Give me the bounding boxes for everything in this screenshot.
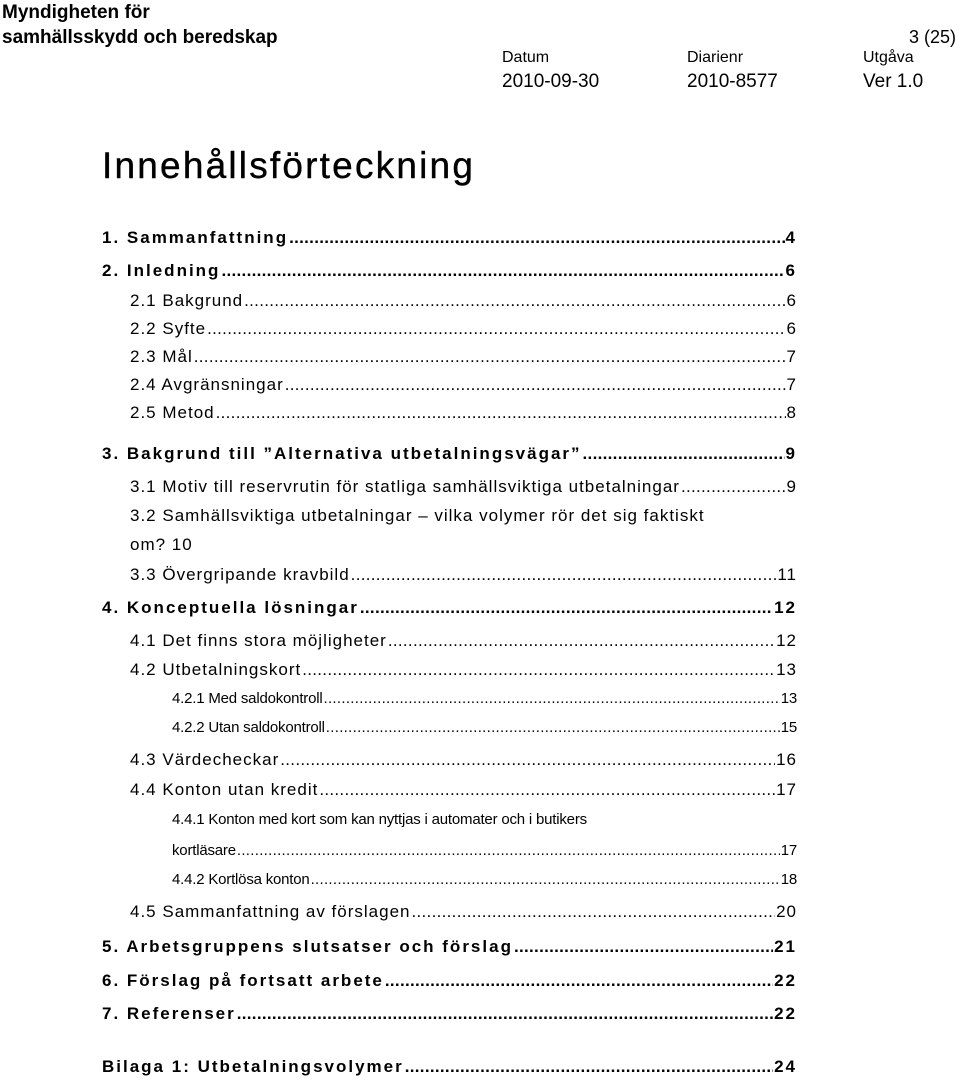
toc-entry-4-4-1[interactable]: 4.4.1 Konton med kort som kan nyttjas i automater och i butikers <box>172 811 587 828</box>
toc-label: 4.3 Värdecheckar <box>130 750 280 769</box>
org-line-1: Myndigheten för <box>2 2 150 23</box>
utgava-field <box>863 49 923 93</box>
utgava-value: Ver 1.0 <box>863 71 924 92</box>
toc-page: 12 <box>774 598 797 617</box>
datum-field <box>502 49 599 93</box>
toc-page: 22 <box>774 1004 797 1023</box>
toc-page: 7 <box>786 375 797 394</box>
toc-label: 6. Förslag på fortsatt arbete <box>102 971 384 990</box>
toc-page: 9 <box>785 444 797 463</box>
toc-label: Bilaga 1: Utbetalningsvolymer <box>102 1057 404 1076</box>
toc-entry-4-1[interactable] <box>130 631 797 651</box>
toc-label: 4.5 Sammanfattning av förslagen <box>130 902 411 921</box>
toc-label: 2. Inledning <box>102 261 221 280</box>
toc-entry-4-4[interactable] <box>130 780 797 800</box>
toc-entry-4-2[interactable] <box>130 660 797 680</box>
toc-page: 7 <box>786 347 797 366</box>
page-number: 3 (25) <box>908 27 956 47</box>
datum-label: Datum <box>502 49 550 66</box>
toc-label: 5. Arbetsgruppens slutsatser och förslag <box>102 937 513 956</box>
toc-label: 2.1 Bakgrund <box>130 291 244 310</box>
toc-page: 24 <box>774 1057 797 1076</box>
toc-page: 6 <box>785 261 797 280</box>
diarienr-value: 2010-8577 <box>687 71 778 92</box>
toc-entry-3[interactable] <box>102 444 797 464</box>
toc-entry-bilaga-1[interactable] <box>102 1057 797 1077</box>
toc-entry-3-1[interactable] <box>130 477 797 497</box>
organization-name <box>2 0 278 50</box>
toc-page: 13 <box>780 690 797 707</box>
toc-label: 3.3 Övergripande kravbild <box>130 565 350 584</box>
toc-entry-2-3[interactable] <box>130 347 797 367</box>
toc-entry-4-2-1[interactable] <box>172 690 797 707</box>
toc-entry-2-1[interactable] <box>130 291 797 311</box>
toc-page: 16 <box>776 750 797 769</box>
toc-page: 4 <box>785 228 797 247</box>
toc-label: 4.2.2 Utan saldokontroll <box>172 719 325 736</box>
toc-page: 22 <box>774 971 797 990</box>
toc-label: 4.1 Det finns stora möjligheter <box>130 631 387 650</box>
toc-page: 9 <box>786 477 797 496</box>
toc-entry-4-4-1-continued[interactable] <box>172 842 797 859</box>
toc-page: 17 <box>780 842 797 859</box>
toc-entry-4[interactable] <box>102 598 797 618</box>
toc-entry-4-2-2[interactable] <box>172 719 797 736</box>
toc-entry-2[interactable] <box>102 261 797 281</box>
diarienr-field <box>687 49 778 93</box>
toc-entry-7[interactable] <box>102 1004 797 1024</box>
toc-label: 4. Konceptuella lösningar <box>102 598 359 617</box>
toc-label: 2.3 Mål <box>130 347 193 366</box>
toc-label: 1. Sammanfattning <box>102 228 289 247</box>
toc-label: 2.2 Syfte <box>130 319 207 338</box>
toc-label: 4.4 Konton utan kredit <box>130 780 319 799</box>
toc-page: 17 <box>776 780 797 799</box>
toc-entry-5[interactable] <box>102 937 797 957</box>
toc-label: 4.2 Utbetalningskort <box>130 660 302 679</box>
toc-entry-4-4-2[interactable] <box>172 871 797 888</box>
toc-label: 4.4.2 Kortlösa konton <box>172 871 310 888</box>
toc-entry-4-5[interactable] <box>130 902 797 922</box>
toc-page: 21 <box>774 937 797 956</box>
page-title: Innehållsförteckning <box>102 145 476 186</box>
org-line-2: samhällsskydd och beredskap <box>2 27 278 48</box>
toc-page: 15 <box>780 719 797 736</box>
toc-entry-1[interactable] <box>102 228 797 248</box>
diarienr-label: Diarienr <box>687 49 744 66</box>
toc-entry-6[interactable] <box>102 971 797 991</box>
toc-label: 3.1 Motiv till reservrutin för statliga samhällsviktiga utbetalningar <box>130 477 680 496</box>
toc-page: 8 <box>786 403 797 422</box>
utgava-label: Utgåva <box>863 49 914 66</box>
toc-entry-3-2-continued[interactable]: om? 10 <box>130 535 193 554</box>
toc-page: 13 <box>776 660 797 679</box>
toc-label: 3. Bakgrund till ”Alternativa utbetalningsvägar” <box>102 444 582 463</box>
toc-page: 18 <box>780 871 797 888</box>
toc-page: 11 <box>777 565 797 584</box>
toc-page: 6 <box>786 291 797 310</box>
toc-entry-2-4[interactable] <box>130 375 797 395</box>
toc-entry-2-5[interactable] <box>130 403 797 423</box>
toc-label: 2.5 Metod <box>130 403 215 422</box>
toc-entry-3-2[interactable]: 3.2 Samhällsviktiga utbetalningar – vilka volymer rör det sig faktiskt <box>130 506 705 525</box>
toc-entry-3-3[interactable] <box>130 565 797 585</box>
toc-label: 7. Referenser <box>102 1004 236 1023</box>
toc-page: 12 <box>776 631 797 650</box>
toc-entry-2-2[interactable] <box>130 319 797 339</box>
toc-page: 20 <box>776 902 797 921</box>
datum-value: 2010-09-30 <box>502 71 600 92</box>
toc-label: kortläsare <box>172 842 236 859</box>
toc-page: 6 <box>786 319 797 338</box>
toc-entry-4-3[interactable] <box>130 750 797 770</box>
toc-label: 2.4 Avgränsningar <box>130 375 284 394</box>
toc-label: 4.2.1 Med saldokontroll <box>172 690 323 707</box>
